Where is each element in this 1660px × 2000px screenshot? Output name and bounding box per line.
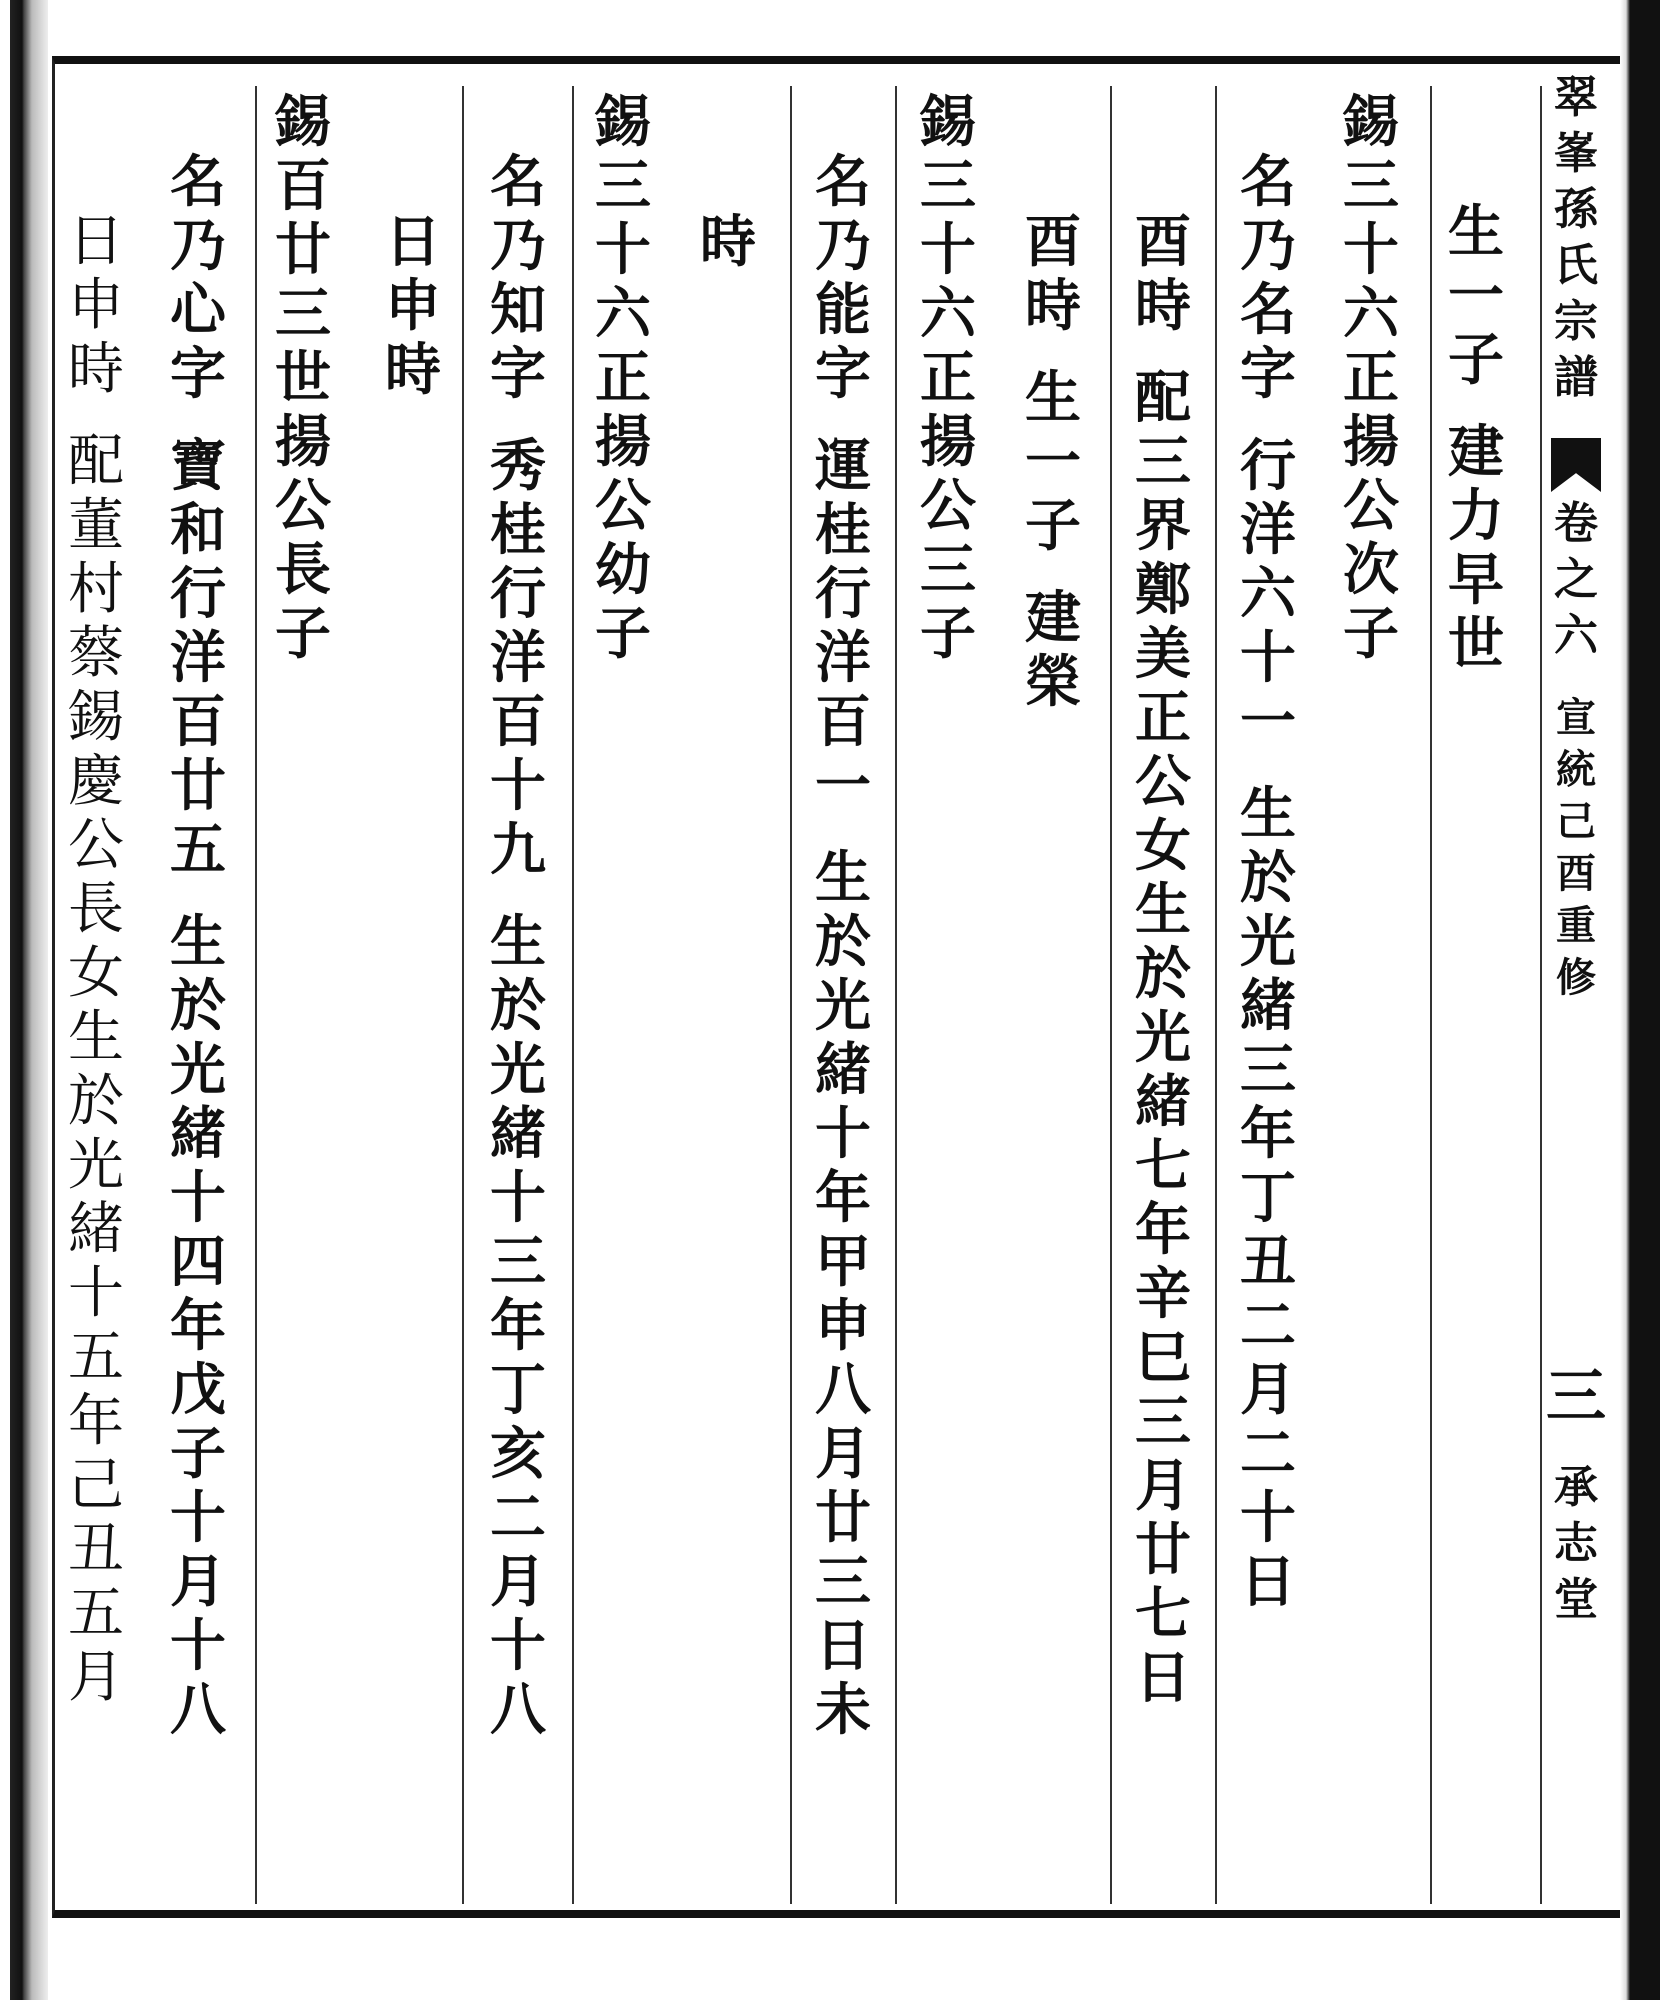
page-number: 三	[1546, 1362, 1606, 1432]
column-text-upper: 名 乃 能 字	[815, 149, 871, 407]
column-text-upper: 名 乃 心 字	[170, 149, 226, 407]
column-rule	[1215, 86, 1217, 1904]
column-text-upper: 日 申 時	[68, 209, 124, 402]
column-rule	[790, 86, 792, 1904]
column-text-upper: 名 乃 知 字	[490, 149, 546, 407]
column-text-note: 生 於 光 緒 三 年 丁 丑 二 月 二 十 日	[1240, 781, 1296, 1615]
column-text-lower: 建 力 早 世	[1448, 419, 1504, 677]
column-text-note: 生 於 光 緒 十 三 年 丁 亥 二 月 十 八	[490, 909, 546, 1743]
column-text-upper: 錫 三 十 六 正 揚 公 次 子	[1343, 89, 1399, 667]
column-text-upper: 生 一 子	[1448, 199, 1504, 393]
column-text-note: 建 榮	[1025, 585, 1081, 715]
column-rule	[895, 86, 897, 1904]
text-column-11	[385, 210, 441, 430]
fishtail-mark-icon	[1551, 438, 1601, 492]
column-text-note: 生 於 光 緒 十 四 年 戊 子 十 月 十 八	[170, 909, 226, 1743]
text-column-13	[170, 150, 226, 1770]
column-rule	[572, 86, 574, 1904]
text-column-2	[1343, 90, 1399, 694]
column-text-upper: 日 申 時	[385, 209, 441, 403]
binding-edge-left	[0, 0, 48, 2000]
text-column-1	[1448, 200, 1504, 704]
page-edge-right	[1620, 0, 1660, 2000]
column-text-note: 生 於 光 緒 十 年 甲 申 八 月 廿 三 日 未	[815, 845, 871, 1743]
column-text-upper: 錫 三 十 六 正 揚 公 幼 子	[595, 89, 651, 667]
column-text-lower: 配 董 村 蔡 錫 慶 公 長 女 生 於 光 緒 十 五 年 己 丑 五 月	[68, 429, 124, 1710]
text-column-5	[1025, 210, 1081, 742]
text-column-10	[490, 150, 546, 1770]
column-text-upper: 錫 三 十 六 正 揚 公 三 子	[920, 89, 976, 667]
column-rule	[255, 86, 257, 1904]
column-text-lower: 行 洋 六 十 一	[1240, 433, 1296, 755]
column-rule	[1110, 86, 1112, 1904]
column-text-lower: 秀 桂 行 洋 百 十 九	[490, 433, 546, 883]
column-text-lower: 寶 和 行 洋 百 廿 五	[170, 433, 226, 883]
book-title: 翠 峯 孫 氏 宗 譜	[1554, 72, 1598, 403]
text-column-4	[1135, 210, 1191, 1738]
book-title-column	[1546, 70, 1606, 1656]
text-column-12	[275, 90, 331, 694]
column-text-upper: 名 乃 名 字	[1240, 149, 1296, 407]
column-rule	[1430, 86, 1432, 1904]
volume-label: 卷 之 六	[1554, 498, 1598, 661]
text-column-6	[920, 90, 976, 694]
text-column-7	[815, 150, 871, 1770]
text-column-3	[1240, 150, 1296, 1642]
column-text-upper: 錫 百 廿 三 世 揚 公 長 子	[275, 89, 331, 667]
column-text-lower: 配 三 界 鄭 美 正 公 女 生 於 光 緒 七 年 辛 巳 三 月 廿 七 日	[1135, 365, 1191, 1711]
column-rule	[462, 86, 464, 1904]
column-rule	[1540, 86, 1542, 1904]
column-text-lower: 生 一 子	[1025, 365, 1081, 559]
column-text-upper: 時	[700, 209, 756, 275]
column-text-upper: 酉 時	[1025, 209, 1081, 339]
edition-note: 宣 統 己 酉 重 修	[1556, 694, 1596, 1001]
text-column-14	[68, 210, 124, 1738]
column-text-upper: 酉 時	[1135, 209, 1191, 339]
text-column-8	[700, 210, 756, 302]
text-column-9	[595, 90, 651, 694]
hall-name: 承 志 堂	[1554, 1462, 1598, 1625]
column-text-lower: 運 桂 行 洋 百 一	[815, 433, 871, 819]
